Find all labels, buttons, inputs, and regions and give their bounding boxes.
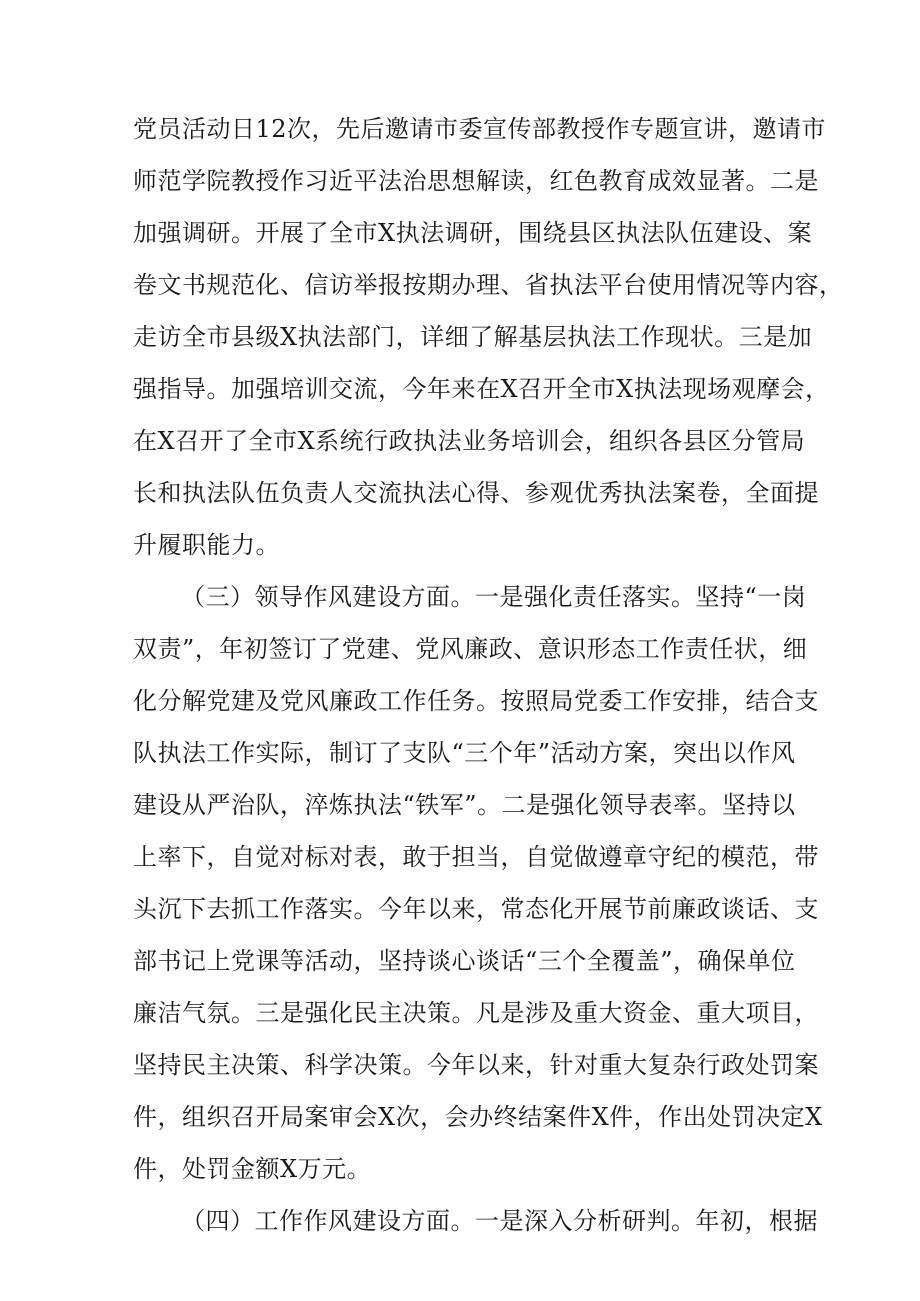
paragraph-line: 加强调研。开展了全市X执法调研，围绕县区执法队伍建设、案 <box>133 219 813 247</box>
paragraph-line: 部书记上党课等活动，坚持谈心谈话“三个全覆盖”，确保单位 <box>133 947 796 975</box>
paragraph-line: 化分解党建及党风廉政工作任务。按照局党委工作安排，结合支 <box>133 687 819 715</box>
paragraph-line: 走访全市县级X执法部门，详细了解基层执法工作现状。三是加 <box>133 323 813 351</box>
paragraph-line: 头沉下去抓工作落实。今年以来，常态化开展节前廉政谈话、支 <box>133 895 819 923</box>
paragraph-line: 队执法工作实际，制订了支队“三个年”活动方案，突出以作风 <box>133 739 796 767</box>
paragraph-line: 建设从严治队，淬炼执法“铁军”。二是强化领导表率。坚持以 <box>133 791 796 819</box>
paragraph-line: 卷文书规范化、信访举报按期办理、省执法平台使用情况等内容， <box>133 271 844 299</box>
paragraph-line: 升履职能力。 <box>133 531 280 559</box>
paragraph-line: 上率下，自觉对标对表，敢于担当，自觉做遵章守纪的模范，带 <box>133 843 819 871</box>
paragraph-line: 师范学院教授作习近平法治思想解读，红色教育成效显著。二是 <box>133 167 819 195</box>
section-heading-line: （三）领导作风建设方面。一是强化责任落实。坚持“一岗 <box>181 583 807 611</box>
paragraph-line: 双责”，年初签订了党建、党风廉政、意识形态工作责任状，细 <box>133 635 808 663</box>
paragraph-line: 廉洁气氛。三是强化民主决策。凡是涉及重大资金、重大项目， <box>133 999 819 1027</box>
paragraph-line: 长和执法队伍负责人交流执法心得、参观优秀执法案卷，全面提 <box>133 479 819 507</box>
paragraph-line: 党员活动日12次，先后邀请市委宣传部教授作专题宣讲，邀请市 <box>133 115 827 143</box>
paragraph-line: 件，组织召开局案审会X次，会办终结案件X件，作出处罚决定X <box>133 1103 823 1131</box>
paragraph-line: 坚持民主决策、科学决策。今年以来，针对重大复杂行政处罚案 <box>133 1051 819 1079</box>
paragraph-line: 强指导。加强培训交流，今年来在X召开全市X执法现场观摩会， <box>133 375 830 403</box>
paragraph-line: 件，处罚金额X万元。 <box>133 1155 372 1183</box>
paragraph-line: 在X召开了全市X系统行政执法业务培训会，组织各县区分管局 <box>133 427 806 455</box>
section-heading-line: （四）工作作风建设方面。一是深入分析研判。年初，根据 <box>181 1207 818 1235</box>
